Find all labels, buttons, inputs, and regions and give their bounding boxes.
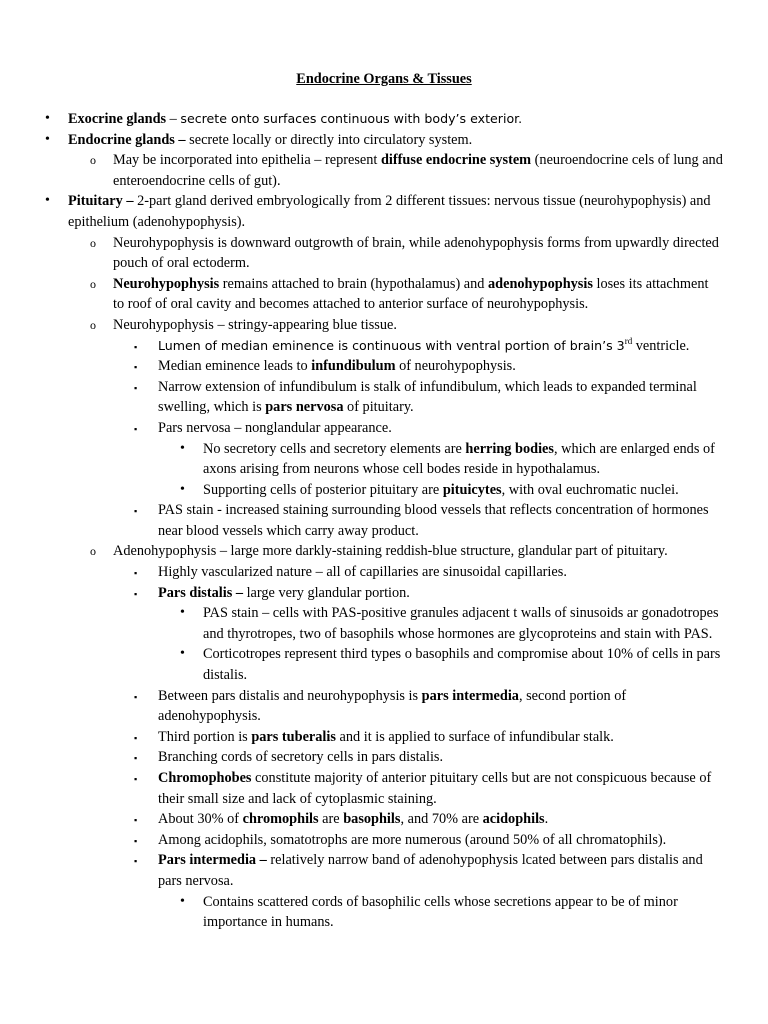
disc-bullet-icon: • — [45, 111, 50, 126]
term-acidophils: acidophils — [482, 811, 545, 828]
square-bullet-icon: ▪ — [134, 588, 138, 599]
list-item-basophilic-cords: • Contains scattered cords of basophilic cells whose secretions appear to be of minor importance in humans. — [180, 893, 678, 931]
circle-bullet-icon: o — [90, 544, 96, 559]
square-bullet-icon: ▪ — [134, 774, 138, 784]
list-item-diffuse-endocrine: o May be incorporated into epithelia – represent diffuse endocrine system (neuroendocrine cels of lung and enteroendocrine cells of gut). — [90, 152, 723, 189]
disc-bullet-icon: • — [45, 131, 50, 147]
term-herring-bodies: herring bodies — [465, 440, 554, 457]
term-adenohypophysis: adenohypophysis — [488, 275, 593, 292]
square-bullet-icon: ▪ — [134, 423, 138, 434]
disc-bullet-icon: • — [180, 646, 185, 662]
square-bullet-icon: ▪ — [134, 362, 138, 373]
list-item-narrow-extension: ▪ Narrow extension of infundibulum is stalk of infundibulum, which leads to expanded terminal swelling, which is pars nervosa of pituitary. — [134, 378, 697, 416]
list-item-exocrine: • Exocrine glands – secrete onto surfaces continuous with body’s exterior. — [0, 109, 768, 130]
list-item-adenohypophysis: o Adenohypophysis – large more darkly-staining reddish-blue structure, glandular part of pituitary. — [0, 541, 768, 562]
square-bullet-icon: ▪ — [134, 341, 138, 352]
square-bullet-icon: ▪ — [134, 856, 138, 867]
list-item-neuro-stringy: o Neurohypophysis – stringy-appearing blue tissue. — [0, 315, 768, 336]
term-endocrine-glands: Endocrine glands – — [68, 131, 186, 148]
square-bullet-icon: ▪ — [134, 382, 138, 393]
term-pituitary: Pituitary – — [68, 193, 134, 210]
disc-bullet-icon: • — [180, 440, 185, 456]
list-item-pas-stain-distalis: • PAS stain – cells with PAS-positive granules adjacent t walls of sinusoids ar gonadotropes and thyrotropes, two of basophils whose hormones are glycoproteins and stain with PAS. — [180, 605, 719, 642]
square-bullet-icon: ▪ — [134, 568, 138, 579]
square-bullet-icon: ▪ — [134, 506, 138, 517]
square-bullet-icon: ▪ — [134, 753, 138, 764]
disc-bullet-icon: • — [45, 193, 50, 209]
circle-bullet-icon: o — [90, 153, 96, 168]
disc-bullet-icon: • — [180, 893, 185, 909]
list-item-pars-nervosa: ▪ Pars nervosa – nonglandular appearance. — [0, 418, 768, 439]
square-bullet-icon: ▪ — [134, 732, 138, 743]
list-item-vascularized: ▪ Highly vascularized nature – all of capillaries are sinusoidal capillaries. — [0, 562, 768, 583]
list-item-endocrine: • Endocrine glands – secrete locally or directly into circulatory system. — [0, 130, 768, 151]
list-item-pas-stain-neuro: ▪ PAS stain - increased staining surrounding blood vessels that reflects concentration of hormones near blood vessels which carry away product. — [134, 502, 709, 539]
circle-bullet-icon: o — [90, 235, 96, 250]
list-item-neuro-downward: o Neurohypophysis is downward outgrowth of brain, while adenohypophysis forms from upwardly directed pouch of oral ectoderm. — [90, 234, 719, 272]
list-item-pars-intermedia: ▪ Pars intermedia – relatively narrow band of adenohypophysis lcated between pars distalis and pars nervosa. — [134, 852, 703, 889]
square-bullet-icon: ▪ — [134, 691, 138, 702]
term-chromophobes: Chromophobes — [158, 770, 252, 786]
term-chromophils: chromophils — [242, 811, 319, 828]
disc-bullet-icon: • — [180, 481, 185, 497]
term-pars-intermedia: pars intermedia — [421, 687, 519, 704]
page-title: Endocrine Organs & Tissues — [296, 71, 472, 87]
term-pars-nervosa: pars nervosa — [265, 399, 344, 416]
circle-bullet-icon: o — [90, 276, 96, 291]
term-pituicytes: pituicytes — [442, 481, 502, 498]
term-neurohypophysis: Neurohypophysis — [113, 275, 220, 292]
list-item-lumen: ▪ Lumen of median eminence is continuous with ventral portion of brain’s 3rd ventricle. — [0, 336, 768, 357]
list-item-pituitary: • Pituitary – 2-part gland derived embryologically from 2 different tissues: nervous tissue (neurohypophysis) and epithelium (adenohypophysis). — [45, 193, 711, 230]
list-item-pars-tuberalis: ▪ Third portion is pars tuberalis and it is applied to surface of infundibular stalk. — [0, 727, 768, 748]
list-item-somatotrophs: ▪ Among acidophils, somatotrophs are more numerous (around 50% of all chromatophils). — [0, 830, 768, 851]
square-bullet-icon: ▪ — [134, 835, 138, 846]
list-item-pituicytes: • Supporting cells of posterior pituitary are pituicytes, with oval euchromatic nuclei. — [0, 480, 768, 501]
list-item-branching-cords: ▪ Branching cords of secretory cells in pars distalis. — [0, 747, 768, 768]
term-basophils: basophils — [343, 811, 401, 828]
circle-bullet-icon: o — [90, 317, 96, 332]
list-item-herring-bodies: • No secretory cells and secretory elements are herring bodies, which are enlarged ends of axons arising from neurons whose cell bodes reside in hypothalamus. — [180, 440, 715, 478]
list-item-chromophobes: ▪ Chromophobes constitute majority of anterior pituitary cells but are not conspicuous because of their small size and lack of cytoplasmic staining. — [134, 770, 712, 807]
term-exocrine-glands: Exocrine glands — [68, 111, 167, 127]
list-item-pars-distalis: ▪ Pars distalis – large very glandular portion. — [0, 583, 768, 604]
list-item-pars-intermedia-position: ▪ Between pars distalis and neurohypophysis is pars intermedia, second portion of adenohypophysis. — [134, 687, 627, 725]
list-item-neuro-attached: o Neurohypophysis remains attached to brain (hypothalamus) and adenohypophysis loses its attachment to roof of oral cavity and becomes attached to anterior surface of neurohypophysis. — [90, 275, 709, 313]
list-item-chromophils: ▪ About 30% of chromophils are basophils, and 70% are acidophils. — [0, 809, 768, 830]
list-item-median-eminence: ▪ Median eminence leads to infundibulum of neurohypophysis. — [0, 356, 768, 377]
list-item-corticotropes: • Corticotropes represent third types o basophils and compromise about 10% of cells in pars distalis. — [180, 646, 721, 684]
square-bullet-icon: ▪ — [134, 815, 138, 826]
term-infundibulum: infundibulum — [311, 358, 396, 375]
disc-bullet-icon: • — [180, 605, 185, 621]
term-pars-intermedia-band: Pars intermedia – — [158, 852, 267, 869]
term-pars-distalis: Pars distalis – — [158, 584, 243, 601]
term-diffuse-endocrine-system: diffuse endocrine system — [380, 152, 532, 169]
term-pars-tuberalis: pars tuberalis — [251, 728, 336, 745]
